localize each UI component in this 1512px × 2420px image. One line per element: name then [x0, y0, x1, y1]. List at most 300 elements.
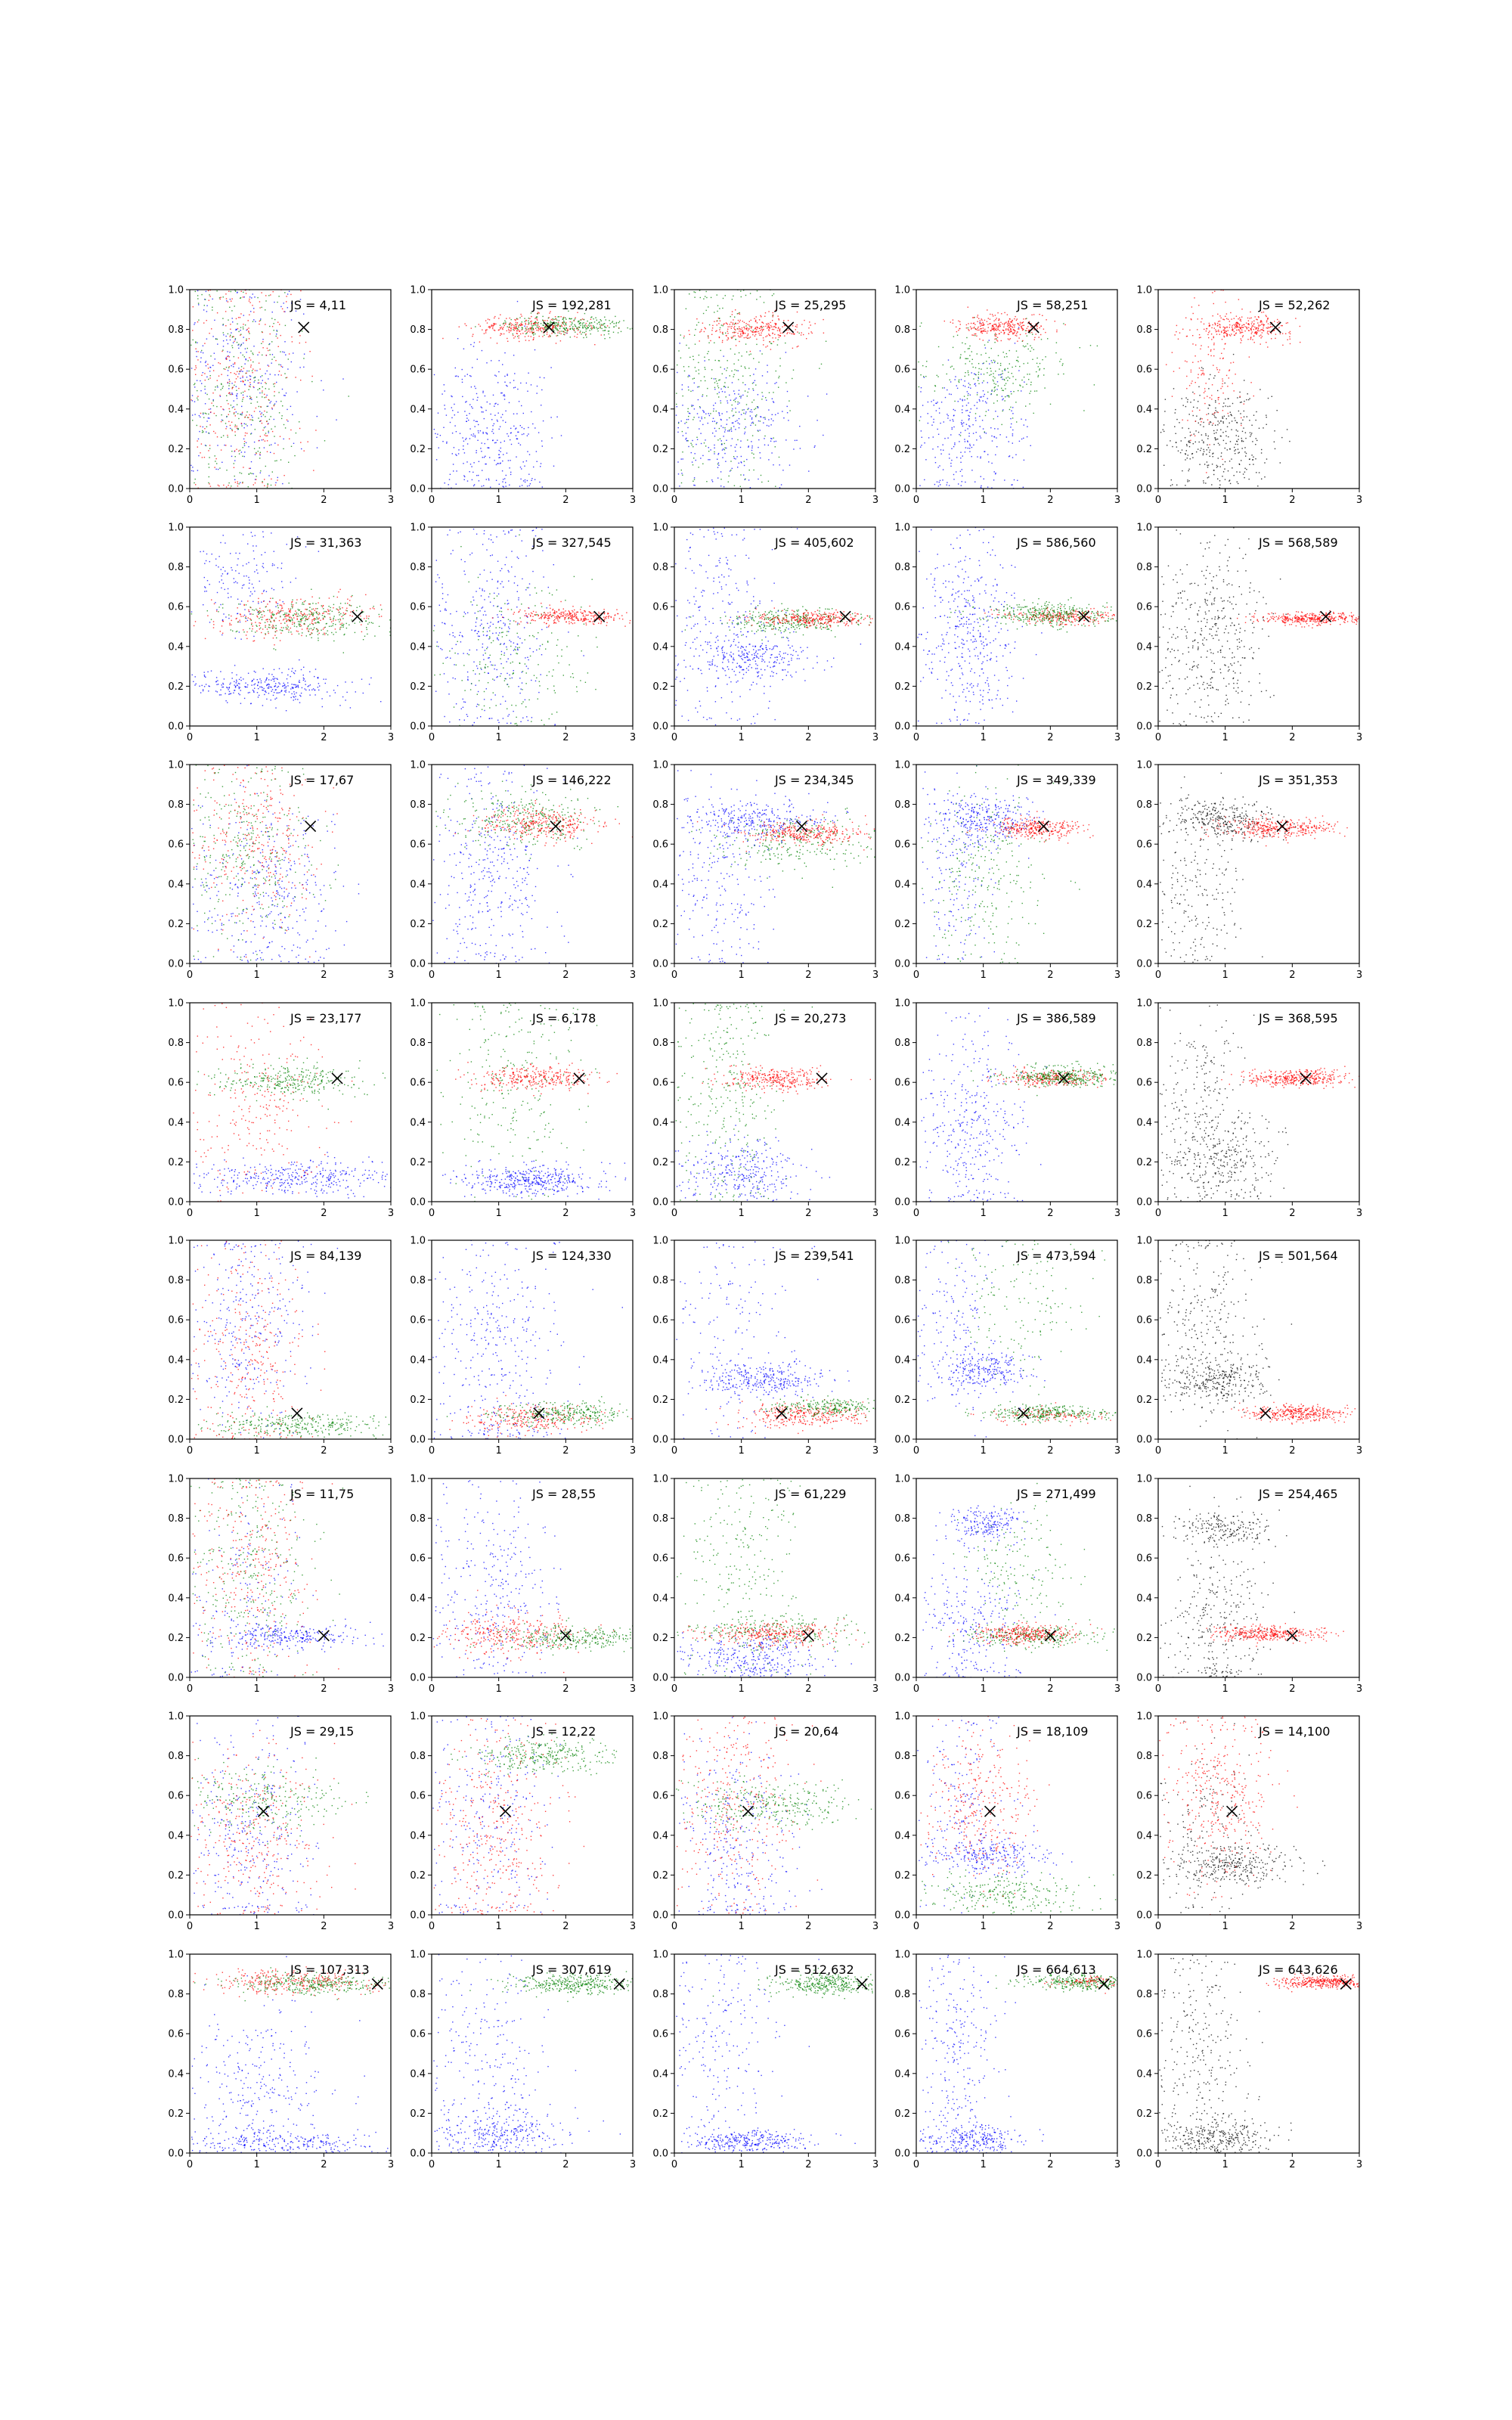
y-tick-label: 0.4 [168, 404, 184, 415]
scatter-point [1214, 291, 1215, 292]
scatter-point [323, 389, 324, 390]
scatter-point [762, 330, 763, 331]
scatter-point [462, 396, 463, 397]
scatter-point [591, 322, 592, 323]
scatter-point [486, 362, 487, 363]
scatter-point [706, 291, 707, 292]
scatter-point [1190, 435, 1191, 436]
scatter-point [934, 385, 935, 386]
scatter-point [487, 433, 488, 434]
scatter-point [1062, 363, 1063, 364]
scatter-point [509, 332, 510, 333]
scatter-point [515, 429, 516, 430]
scatter-point [1215, 439, 1216, 440]
scatter-point [236, 411, 237, 412]
scatter-point [940, 454, 941, 455]
scatter-point [242, 401, 243, 402]
scatter-point [200, 692, 201, 693]
scatter-point [758, 420, 759, 421]
scatter-point [960, 435, 961, 436]
scatter-point [1267, 333, 1268, 334]
scatter-point [281, 672, 282, 673]
scatter-point [504, 441, 505, 442]
scatter-point [707, 353, 708, 354]
scatter-point [248, 673, 249, 674]
scatter-point [722, 449, 723, 450]
scatter-point [1249, 356, 1250, 357]
scatter-point [244, 456, 245, 457]
scatter-point [259, 307, 260, 308]
scatter-point [1221, 331, 1222, 332]
scatter-point [446, 414, 447, 415]
scatter-point [263, 536, 264, 537]
scatter-point [563, 322, 564, 323]
scatter-point [721, 443, 722, 444]
scatter-point [276, 401, 277, 402]
x-tick-label: 1 [254, 495, 260, 506]
scatter-point [1213, 414, 1214, 415]
scatter-point [504, 325, 505, 326]
y-tick-label: 0.8 [410, 324, 426, 336]
scatter-point [1271, 338, 1272, 339]
scatter-point [534, 349, 535, 350]
scatter-point [558, 324, 559, 325]
scatter-point [238, 317, 239, 318]
scatter-point [230, 693, 231, 694]
scatter-point [724, 453, 725, 454]
scatter-point [996, 446, 997, 447]
scatter-point [974, 384, 975, 385]
scatter-point [588, 324, 589, 325]
scatter-point [623, 320, 624, 321]
scatter-point [229, 366, 230, 367]
scatter-point [259, 411, 260, 412]
scatter-point [1173, 388, 1174, 389]
scatter-point [310, 611, 311, 612]
scatter-point [604, 323, 605, 324]
scatter-point [281, 418, 282, 419]
scatter-point [257, 389, 258, 390]
scatter-point [960, 452, 961, 453]
scatter-point [513, 325, 514, 326]
scatter-point [992, 389, 993, 390]
scatter-point [1267, 346, 1268, 347]
scatter-point [991, 393, 992, 394]
scatter-point [250, 591, 251, 592]
scatter-point [355, 691, 356, 692]
scatter-point [609, 337, 610, 338]
scatter-point [237, 558, 238, 559]
scatter-point [262, 332, 263, 333]
scatter-point [739, 328, 740, 329]
scatter-point [262, 339, 263, 340]
scatter-point [250, 351, 251, 352]
scatter-point [1277, 322, 1278, 323]
scatter-point [1254, 333, 1255, 334]
scatter-point [533, 329, 534, 330]
scatter-point [1004, 356, 1005, 357]
scatter-point [746, 329, 747, 330]
scatter-point [527, 480, 528, 481]
scatter-point [938, 346, 939, 347]
scatter-point [265, 383, 266, 384]
scatter-point [719, 360, 720, 361]
scatter-point [267, 451, 268, 452]
scatter-point [586, 330, 587, 331]
scatter-point [687, 411, 688, 412]
scatter-point [1203, 480, 1204, 481]
scatter-point [565, 324, 566, 325]
scatter-point [777, 344, 778, 345]
scatter-point [286, 377, 287, 378]
scatter-points [434, 301, 644, 489]
scatter-point [201, 443, 202, 444]
scatter-point [535, 321, 536, 322]
y-tick-label: 0.0 [410, 484, 426, 495]
scatter-panel-r1-c0 [168, 523, 423, 744]
scatter-point [543, 321, 544, 322]
scatter-point [741, 366, 742, 367]
scatter-point [1198, 432, 1199, 433]
x-tick-label: 2 [1289, 495, 1295, 506]
scatter-point [1219, 485, 1220, 486]
scatter-point [528, 323, 529, 324]
scatter-point [457, 411, 458, 412]
scatter-point [198, 302, 199, 303]
y-tick-label: 1.0 [1136, 285, 1152, 296]
scatter-point [735, 447, 736, 448]
scatter-point [291, 361, 292, 362]
scatter-point [1001, 332, 1002, 333]
scatter-point [979, 416, 980, 417]
scatter-point [205, 413, 206, 414]
scatter-point [1211, 327, 1212, 328]
scatter-point [506, 475, 507, 476]
scatter-point [556, 320, 557, 321]
scatter-point [1243, 324, 1244, 325]
scatter-point [267, 406, 268, 407]
scatter-point [1014, 332, 1015, 333]
scatter-point [250, 468, 251, 469]
scatter-point [254, 382, 255, 383]
scatter-point [262, 563, 263, 564]
scatter-point [719, 329, 720, 330]
scatter-point [538, 432, 539, 433]
scatter-point [563, 327, 564, 328]
scatter-point [796, 440, 797, 441]
scatter-point [733, 364, 734, 365]
scatter-point [1222, 380, 1223, 381]
scatter-point [452, 453, 453, 454]
scatter-point [745, 325, 746, 326]
scatter-point [1212, 324, 1213, 325]
scatter-point [594, 344, 595, 345]
scatter-point [1217, 466, 1218, 467]
scatter-point [235, 415, 236, 416]
scatter-point [971, 351, 972, 352]
scatter-point [248, 327, 249, 328]
scatter-point [983, 331, 984, 332]
scatter-point [250, 367, 251, 368]
scatter-point [1233, 354, 1234, 355]
scatter-point [235, 570, 236, 571]
scatter-point [271, 359, 272, 360]
scatter-point [294, 684, 295, 685]
scatter-point [985, 331, 986, 332]
scatter-point [235, 456, 236, 457]
scatter-point [1218, 443, 1219, 444]
scatter-point [237, 599, 238, 600]
scatter-point [1259, 330, 1260, 331]
scatter-point [751, 411, 752, 412]
scatter-point [984, 320, 985, 321]
scatter-point [536, 318, 537, 319]
scatter-point [1260, 337, 1261, 338]
scatter-point [494, 323, 495, 324]
scatter-point [1268, 398, 1269, 399]
scatter-point [233, 406, 234, 407]
scatter-point [497, 420, 498, 421]
scatter-point [614, 323, 615, 324]
scatter-point [1257, 322, 1258, 323]
scatter-point [793, 370, 794, 371]
x-tick-label: 2 [1047, 495, 1053, 506]
scatter-point [222, 408, 223, 409]
scatter-point [524, 466, 525, 467]
scatter-point [1214, 433, 1215, 434]
scatter-point [258, 417, 259, 418]
scatter-point [732, 311, 733, 312]
scatter-point [229, 411, 230, 412]
scatter-point [252, 352, 253, 353]
scatter-point [726, 370, 727, 371]
scatter-point [236, 318, 237, 319]
scatter-point [977, 353, 978, 354]
scatter-point [1211, 339, 1212, 340]
scatter-point [253, 308, 254, 309]
scatter-point [1214, 323, 1215, 324]
scatter-point [570, 318, 571, 319]
scatter-point [576, 328, 577, 329]
scatter-point [768, 419, 769, 420]
scatter-point [208, 690, 209, 691]
scatter-point [1223, 423, 1224, 424]
scatter-point [238, 418, 239, 419]
scatter-point [992, 362, 993, 363]
scatter-point [228, 618, 229, 619]
scatter-point [275, 360, 276, 361]
scatter-point [952, 429, 953, 430]
scatter-point [1262, 332, 1263, 333]
scatter-point [1012, 333, 1013, 334]
scatter-point [1009, 363, 1010, 364]
scatter-point [204, 586, 205, 587]
scatter-point [935, 403, 936, 404]
scatter-point [223, 334, 224, 335]
y-tick-label: 0.8 [652, 324, 668, 336]
scatter-point [246, 396, 247, 397]
scatter-point [682, 384, 683, 385]
scatter-point [540, 329, 541, 330]
scatter-point [557, 335, 558, 336]
scatter-point [253, 319, 254, 320]
scatter-point [758, 331, 759, 332]
scatter-point [551, 322, 552, 323]
scatter-point [575, 326, 576, 327]
scatter-point [259, 368, 260, 369]
scatter-point [955, 376, 956, 377]
scatter-point [558, 316, 559, 317]
scatter-point [1188, 469, 1189, 470]
scatter-point [968, 374, 969, 375]
scatter-point [253, 484, 254, 485]
scatter-point [249, 396, 250, 397]
scatter-point [1203, 449, 1204, 450]
scatter-point [244, 609, 245, 610]
scatter-point [198, 455, 199, 456]
scatter-point [290, 406, 291, 407]
scatter-point [718, 453, 719, 454]
scatter-point [722, 342, 723, 343]
scatter-point [747, 439, 748, 440]
scatter-point [1208, 354, 1209, 355]
scatter-point [244, 615, 245, 616]
scatter-point [484, 457, 485, 458]
scatter-point [496, 464, 497, 465]
scatter-point [195, 484, 196, 485]
scatter-point [550, 367, 551, 368]
scatter-point [775, 446, 776, 447]
scatter-point [257, 572, 258, 573]
scatter-point [1042, 315, 1043, 316]
scatter-point [773, 293, 774, 294]
scatter-point [492, 425, 493, 426]
scatter-point [454, 425, 455, 426]
scatter-point [266, 699, 267, 700]
scatter-point [1234, 334, 1235, 335]
scatter-point [755, 424, 756, 425]
scatter-point [772, 333, 773, 334]
scatter-point [226, 486, 227, 487]
scatter-point [225, 423, 226, 424]
scatter-point [217, 339, 218, 340]
scatter-point [963, 385, 964, 386]
scatter-point [969, 412, 970, 413]
scatter-point [797, 331, 798, 332]
scatter-point [238, 348, 239, 349]
x-tick-label: 2 [805, 495, 811, 506]
scatter-point [1191, 454, 1192, 455]
scatter-point [570, 329, 571, 330]
scatter-point [1240, 402, 1241, 403]
scatter-point [752, 388, 753, 389]
scatter-point [998, 320, 999, 321]
scatter-point [1176, 325, 1177, 326]
scatter-points [676, 290, 828, 489]
scatter-point [759, 319, 760, 320]
scatter-point [783, 320, 784, 321]
scatter-point [523, 413, 524, 414]
scatter-point [530, 321, 531, 322]
scatter-point [1050, 404, 1051, 405]
scatter-point [920, 374, 921, 375]
scatter-point [492, 328, 493, 329]
scatter-point [1241, 441, 1242, 442]
scatter-point [980, 328, 981, 329]
scatter-point [583, 337, 584, 338]
x-tick-label: 3 [388, 495, 394, 506]
scatter-point [223, 583, 224, 584]
scatter-point [690, 391, 691, 392]
scatter-point [477, 421, 478, 422]
scatter-point [227, 435, 228, 436]
scatter-point [261, 292, 262, 293]
scatter-point [738, 394, 739, 395]
scatter-point [494, 415, 495, 416]
scatter-point [729, 395, 730, 396]
scatter-point [779, 487, 780, 488]
scatter-point [1213, 474, 1214, 475]
scatter-point [774, 383, 775, 384]
scatter-point [237, 413, 238, 414]
scatter-point [517, 328, 518, 329]
scatter-point [506, 385, 507, 386]
scatter-point [751, 423, 752, 424]
scatter-point [260, 420, 261, 421]
scatter-point [773, 438, 774, 439]
scatter-point [241, 366, 242, 367]
scatter-point [318, 683, 319, 684]
scatter-point [294, 693, 295, 694]
scatter-point [1204, 403, 1205, 404]
scatter-point [240, 703, 241, 704]
scatter-point [993, 402, 994, 403]
scatter-point [740, 441, 741, 442]
scatter-point [1211, 395, 1212, 396]
scatter-point [806, 338, 807, 339]
scatter-point [1240, 328, 1241, 329]
scatter-point [1221, 332, 1222, 333]
scatter-point [984, 394, 985, 395]
scatter-point [239, 679, 240, 680]
scatter-point [291, 697, 292, 698]
scatter-point [215, 690, 216, 691]
scatter-point [240, 297, 241, 298]
scatter-point [437, 434, 438, 435]
scatter-point [1271, 333, 1272, 334]
scatter-point [558, 322, 559, 323]
scatter-point [934, 390, 935, 391]
scatter-point [278, 686, 279, 687]
scatter-point [694, 378, 695, 379]
scatter-point [997, 340, 998, 341]
scatter-point [1217, 369, 1218, 370]
scatter-point [1199, 337, 1200, 338]
scatter-point [494, 442, 495, 443]
scatter-point [1004, 324, 1005, 325]
scatter-point [717, 439, 718, 440]
scatter-point [1233, 362, 1234, 363]
scatter-point [532, 333, 533, 334]
scatter-point [523, 461, 524, 462]
scatter-point [725, 461, 726, 462]
scatter-point [565, 327, 566, 328]
scatter-point [734, 369, 735, 370]
scatter-point [981, 324, 982, 325]
scatter-point [934, 457, 935, 458]
scatter-point [1189, 385, 1190, 386]
scatter-point [702, 323, 703, 324]
